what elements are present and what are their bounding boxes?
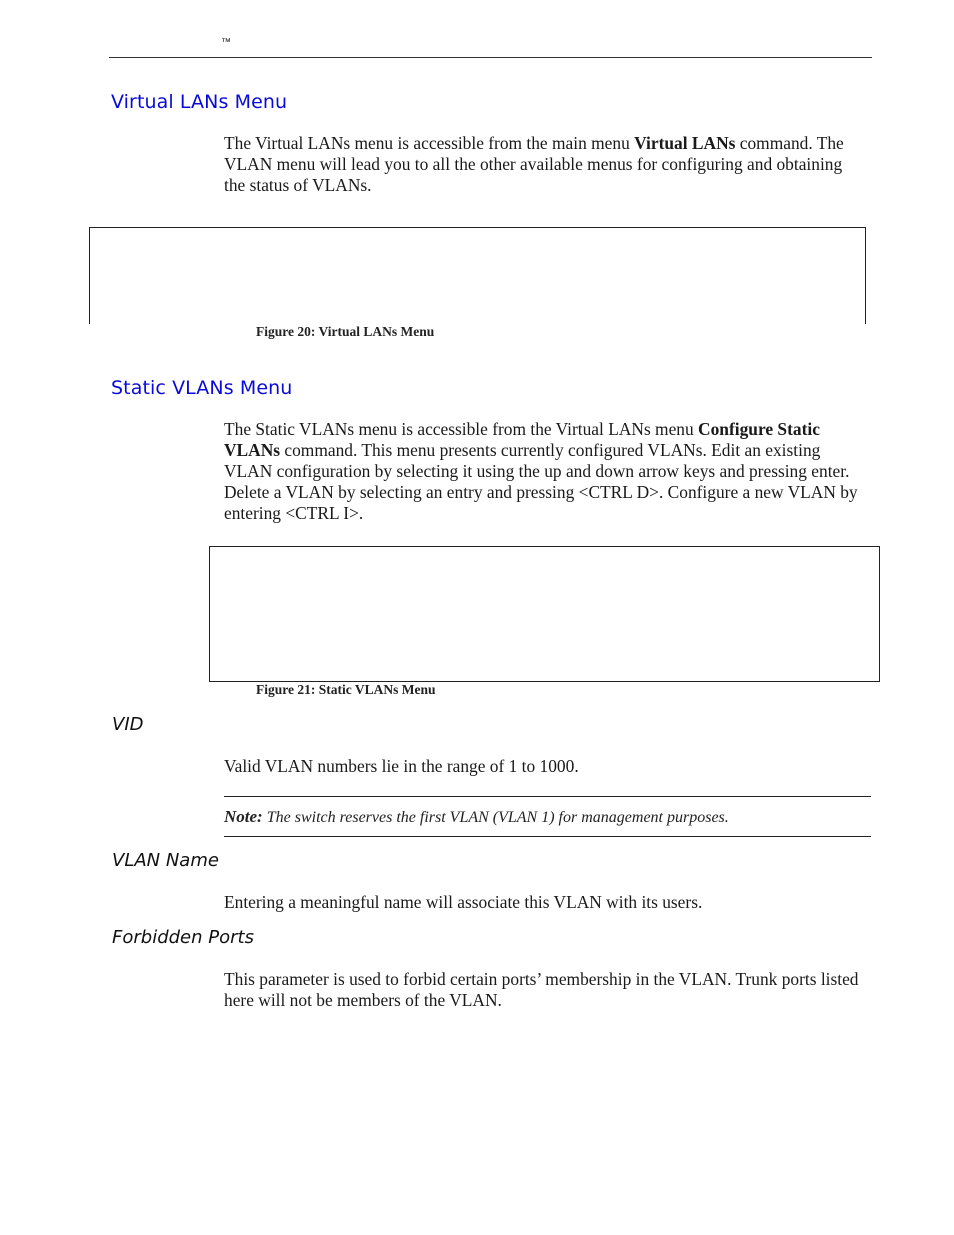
figure-20-caption: Figure 20: Virtual LANs Menu (256, 324, 435, 339)
static-vlans-paragraph (224, 419, 864, 524)
heading-vlan-name: VLAN Name (112, 850, 219, 871)
figure-20-placeholder (89, 227, 866, 324)
virtual-lans-text-1: The Virtual LANs menu is accessible from the main menu (224, 133, 635, 153)
figure-21-placeholder (209, 546, 880, 682)
trademark-mark: ™ (221, 37, 231, 48)
header-rule (109, 57, 872, 58)
vlan-name-paragraph: Entering a meaningful name will associate this VLAN with its users. (224, 892, 703, 912)
heading-forbidden-ports: Forbidden Ports (112, 927, 254, 948)
note-label: Note: (224, 807, 263, 826)
static-vlans-command: Configure Static VLANs (224, 419, 820, 460)
note-box (224, 796, 871, 837)
heading-vid: VID (112, 714, 144, 735)
virtual-lans-paragraph (224, 133, 864, 196)
static-vlans-text-2: command. This menu presents currently configured VLANs. Edit an existing VLAN configuration by selecting it using the up and down arrow keys and pressing enter. Delete a VLAN by selecting an entry and pressing <CTRL D>. Configure a new VLAN by entering <CTRL I>. (224, 440, 858, 523)
vid-paragraph: Valid VLAN numbers lie in the range of 1 to 1000. (224, 756, 579, 776)
heading-virtual-lans-menu: Virtual LANs Menu (111, 91, 288, 113)
virtual-lans-text-2: command. The VLAN menu will lead you to all the other available menus for configuring and obtaining the status of VLANs. (224, 133, 844, 195)
note-text: The switch reserves the first VLAN (VLAN 1) for management purposes. (262, 809, 729, 826)
note-content (224, 807, 729, 827)
virtual-lans-command: Virtual LANs (634, 133, 736, 153)
static-vlans-text-1: The Static VLANs menu is accessible from the Virtual LANs menu (224, 419, 699, 439)
heading-static-vlans-menu: Static VLANs Menu (111, 377, 293, 399)
figure-21-caption: Figure 21: Static VLANs Menu (256, 682, 436, 697)
forbidden-ports-paragraph: This parameter is used to forbid certain ports’ membership in the VLAN. Trunk ports listed here will not be members of the VLAN. (224, 969, 859, 1010)
